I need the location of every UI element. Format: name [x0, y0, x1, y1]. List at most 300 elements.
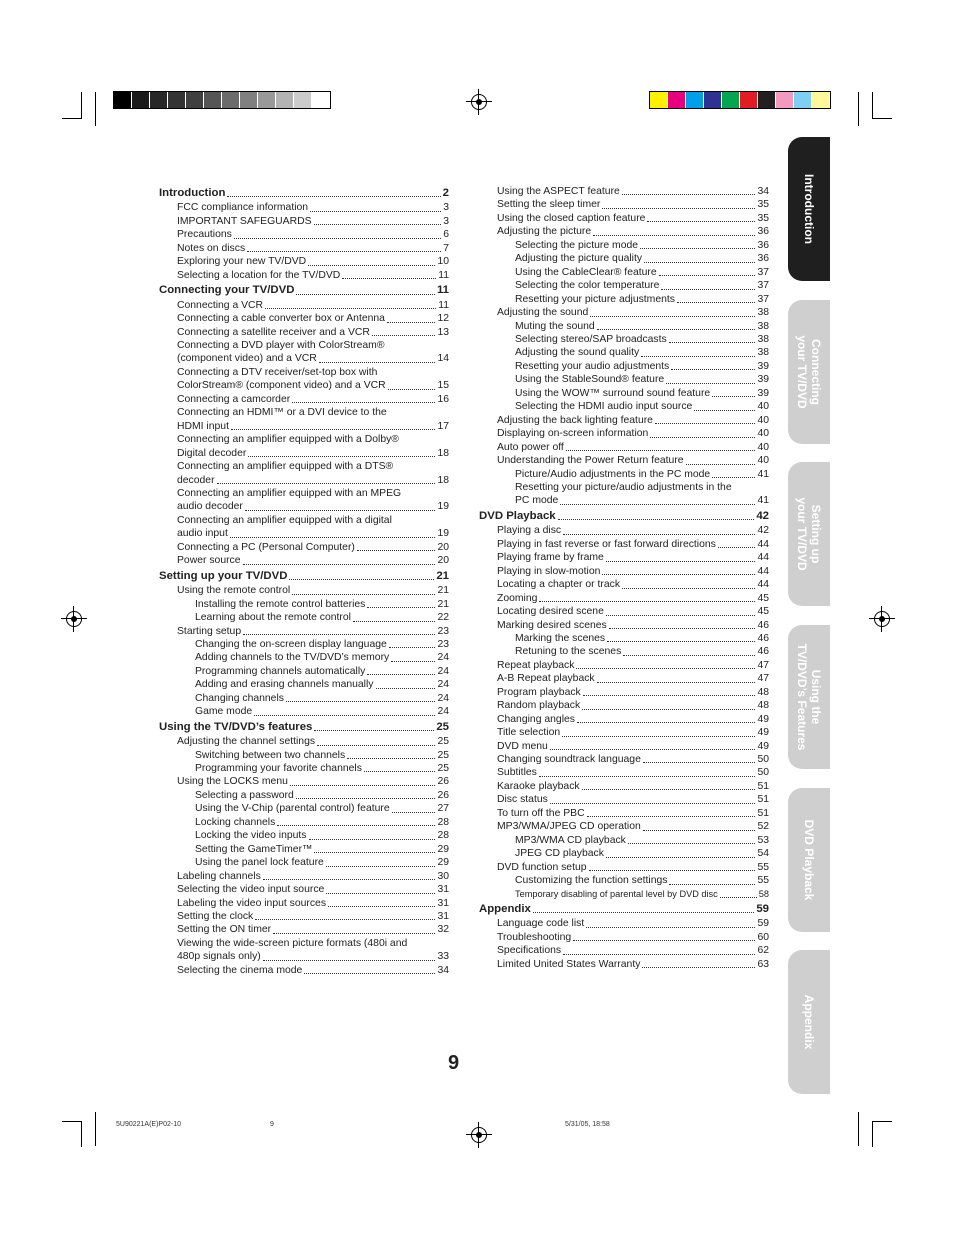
toc-entry-page: 34 [437, 964, 449, 976]
toc-entry-page: 11 [438, 269, 449, 281]
calibration-swatch [258, 92, 276, 108]
toc-entry-title: Selecting the video input source [177, 884, 325, 896]
toc-entry [479, 847, 769, 860]
toc-entry-page: 40 [757, 428, 769, 440]
toc-entry-page: 49 [757, 713, 769, 725]
toc-entry-title: Selecting the cinema mode [177, 964, 303, 976]
toc-entry-page: 42 [757, 525, 769, 537]
toc-entry-title: Marking the scenes [515, 632, 606, 644]
toc-entry-title: Precautions [177, 229, 232, 241]
leader-dots [314, 730, 434, 731]
toc-entry-title: Playing a disc [497, 525, 562, 537]
toc-entry-title: Power source [177, 555, 241, 567]
toc-entry-title: Selecting stereo/SAP broadcasts [515, 333, 667, 345]
footer-page: 9 [270, 1121, 274, 1128]
toc-entry [159, 366, 449, 379]
toc-entry [479, 861, 769, 874]
registration-mark-icon [874, 611, 890, 627]
toc-entry [479, 619, 769, 632]
toc-entry-title: Connecting an amplifier equipped with an MPEG [177, 487, 402, 499]
footer-timestamp: 5/31/05, 18:58 [565, 1121, 610, 1128]
leader-dots [539, 776, 756, 777]
toc-entry-page: 34 [757, 186, 769, 197]
toc-entry [159, 352, 449, 365]
calibration-swatch [794, 92, 812, 108]
toc-entry-title: Labeling the video input sources [177, 897, 327, 909]
toc-entry [479, 605, 769, 618]
leader-dots [563, 954, 755, 955]
toc-entry [159, 611, 449, 624]
toc-entry-title: Adjusting the sound [497, 307, 589, 319]
toc-entry [479, 592, 769, 605]
toc-entry-title: Installing the remote control batteries [195, 598, 366, 610]
leader-dots [590, 316, 755, 317]
side-tab-label: Connecting your TV/DVD [795, 335, 823, 409]
toc-entry-title: Viewing the wide-screen picture formats (480i and [177, 937, 408, 949]
toc-entry [159, 897, 449, 910]
toc-entry-title: DVD function setup [497, 861, 587, 873]
leader-dots [550, 749, 756, 750]
toc-entry-page: 21 [437, 585, 449, 597]
leader-dots [367, 674, 435, 675]
toc-entry-page: 40 [757, 401, 769, 413]
toc-entry-title: audio input [177, 528, 228, 540]
toc-entry-page: 46 [757, 632, 769, 644]
toc-entry-title: Changing the on-screen display language [195, 638, 387, 650]
toc-entry [479, 266, 769, 279]
side-tab[interactable] [788, 462, 830, 606]
toc-entry-page: 55 [757, 861, 769, 873]
toc-entry-page: 47 [757, 659, 769, 671]
toc-entry-title: 480p signals only) [177, 951, 261, 963]
toc-entry-title: Selecting the color temperature [515, 280, 660, 292]
leader-dots [286, 701, 435, 702]
toc-entry-title: Playing frame by frame [497, 552, 604, 564]
toc-entry-page: 38 [757, 333, 769, 345]
toc-entry-title: Connecting a DTV receiver/set-top box with [177, 366, 378, 378]
toc-entry-title: Subtitles [497, 767, 537, 779]
leader-dots [263, 879, 436, 880]
toc-entry-title: MP3/WMA CD playback [515, 834, 626, 846]
leader-dots [319, 362, 436, 363]
toc-entry-title: Using the TV/DVD’s features [159, 720, 313, 733]
toc-entry-title: Using the WOW™ surround sound feature [515, 387, 711, 399]
toc-entry [159, 721, 449, 734]
toc-entry-title: Setting up your TV/DVD [159, 569, 288, 582]
leader-dots [533, 912, 754, 913]
leader-dots [694, 410, 755, 411]
toc-entry [479, 766, 769, 779]
toc-entry [159, 923, 449, 936]
leader-dots [326, 893, 435, 894]
toc-entry [479, 820, 769, 833]
toc-entry [159, 433, 449, 446]
leader-dots [389, 647, 436, 648]
leader-dots [712, 477, 755, 478]
leader-dots [550, 803, 756, 804]
toc-entry-title: ColorStream® (component video) and a VCR [177, 380, 386, 392]
toc-entry-title: Understanding the Power Return feature [497, 455, 684, 467]
leader-dots [309, 839, 436, 840]
toc-entry-title: PC mode [515, 495, 559, 507]
toc-entry-title: Changing channels [195, 692, 284, 704]
toc-entry-title: DVD Playback [479, 509, 556, 522]
toc-entry-page: 37 [757, 280, 769, 292]
toc-entry [159, 339, 449, 352]
toc-entry-title: Locating desired scene [497, 606, 604, 618]
crop-mark [858, 1112, 859, 1146]
toc-entry-page: 21 [436, 569, 449, 582]
toc-entry-title: Connecting an amplifier equipped with a DTS® [177, 461, 394, 473]
leader-dots [644, 262, 755, 263]
toc-entry-page: 41 [757, 468, 769, 480]
leader-dots [589, 870, 756, 871]
toc-entry-title: Connecting an HDMI™ or a DVI device to the [177, 407, 387, 419]
leader-dots [607, 641, 755, 642]
toc-entry [479, 387, 769, 400]
leader-dots [576, 668, 755, 669]
toc-entry [159, 638, 449, 651]
toc-entry-page: 28 [437, 816, 449, 828]
toc-entry [479, 293, 769, 306]
toc-entry [159, 487, 449, 500]
toc-entry-page: 20 [437, 541, 449, 553]
toc-entry-title: Displaying on-screen information [497, 428, 649, 440]
leader-dots [582, 709, 755, 710]
toc-entry-page: 3 [443, 202, 449, 214]
toc-entry [159, 856, 449, 869]
leader-dots [243, 564, 436, 565]
toc-entry-page: 40 [757, 441, 769, 453]
toc-entry-page: 25 [437, 749, 449, 761]
toc-entry-page: 51 [757, 780, 769, 792]
leader-dots [314, 852, 435, 853]
leader-dots [290, 785, 436, 786]
toc-entry-page: 19 [437, 501, 449, 513]
toc-entry [159, 789, 449, 802]
toc-entry-title: Using the CableClear® feature [515, 266, 657, 278]
toc-entry [159, 749, 449, 762]
toc-entry-page: 2 [442, 187, 449, 199]
side-tab[interactable] [788, 137, 830, 281]
leader-dots [712, 396, 755, 397]
toc-entry-page: 44 [757, 538, 769, 550]
leader-dots [296, 294, 435, 295]
toc-entry [479, 510, 769, 523]
toc-entry-page: 25 [437, 763, 449, 775]
leader-dots [539, 601, 755, 602]
toc-entry-title: Programming your favorite channels [195, 763, 362, 775]
calibration-swatch [668, 92, 686, 108]
toc-entry-page: 55 [757, 875, 769, 887]
toc-entry-title: Connecting a satellite receiver and a VCR [177, 326, 370, 338]
toc-entry-page: 14 [437, 353, 449, 365]
leader-dots [247, 251, 441, 252]
toc-entry [159, 598, 449, 611]
toc-entry-title: Game mode [195, 706, 253, 718]
leader-dots [387, 322, 435, 323]
toc-entry [479, 333, 769, 346]
toc-entry-page: 24 [437, 652, 449, 664]
toc-entry-title: Resetting your picture adjustments [515, 293, 675, 305]
calibration-swatch [722, 92, 740, 108]
leader-dots [364, 771, 436, 772]
toc-entry [479, 753, 769, 766]
toc-entry-page: 19 [437, 528, 449, 540]
leader-dots [661, 289, 755, 290]
toc-entry [479, 874, 769, 887]
toc-entry [479, 414, 769, 427]
toc-entry-page: 38 [757, 307, 769, 319]
toc-entry-page: 18 [437, 474, 449, 486]
toc-entry-title: Using the panel lock feature [195, 857, 324, 869]
toc-entry-page: 40 [757, 455, 769, 467]
toc-entry-title: Labeling channels [177, 870, 261, 882]
toc-entry-title: Specifications [497, 945, 562, 957]
toc-entry-title: Switching between two channels [195, 749, 346, 761]
crop-mark [62, 1121, 82, 1122]
toc-entry-page: 24 [437, 706, 449, 718]
toc-entry [479, 494, 769, 507]
leader-dots [231, 429, 435, 430]
toc-entry [479, 686, 769, 699]
leader-dots [308, 265, 435, 266]
toc-entry-page: 26 [437, 776, 449, 788]
toc-entry-title: A-B Repeat playback [497, 673, 595, 685]
toc-entry [479, 346, 769, 359]
toc-entry [159, 735, 449, 748]
leader-dots [314, 224, 442, 225]
toc-entry-title: Title selection [497, 727, 561, 739]
leader-dots [353, 621, 435, 622]
toc-entry-page: 36 [757, 253, 769, 265]
toc-entry-title: (component video) and a VCR [177, 353, 317, 365]
toc-entry [479, 931, 769, 944]
leader-dots [606, 561, 756, 562]
toc-entry-page: 15 [437, 380, 449, 392]
toc-entry-title: Using the StableSound® feature [515, 374, 665, 386]
registration-mark-icon [66, 611, 82, 627]
toc-entry [479, 185, 769, 198]
leader-dots [582, 789, 756, 790]
leader-dots [609, 628, 756, 629]
toc-entry [159, 447, 449, 460]
leader-dots [296, 798, 436, 799]
toc-entry-title: Selecting the picture mode [515, 239, 639, 251]
toc-entry-title: Resetting your picture/audio adjustments in the [515, 481, 732, 493]
toc-entry-title: Changing soundtrack language [497, 754, 641, 766]
toc-entry-title: IMPORTANT SAFEGUARDS [177, 215, 312, 227]
toc-entry [159, 802, 449, 815]
toc-entry-title: Appendix [479, 903, 531, 916]
toc-entry-page: 39 [757, 360, 769, 372]
leader-dots [388, 389, 436, 390]
leader-dots [558, 519, 755, 520]
toc-entry-title: Connecting your TV/DVD [159, 284, 295, 297]
toc-entry-page: 31 [437, 884, 449, 896]
toc-entry [479, 780, 769, 793]
toc-entry-title: Adding channels to the TV/DVD’s memory [195, 652, 390, 664]
calibration-swatch [132, 92, 150, 108]
toc-entry [479, 481, 769, 494]
toc-entry-title: Locating a chapter or track [497, 579, 621, 591]
leader-dots [326, 866, 436, 867]
toc-entry-page: 38 [757, 347, 769, 359]
leader-dots [606, 615, 756, 616]
toc-entry [479, 645, 769, 658]
toc-entry-title: Retuning to the scenes [515, 646, 622, 658]
toc-entry-title: Using the closed caption feature [497, 212, 646, 224]
toc-entry-title: Connecting a VCR [177, 299, 264, 311]
toc-entry-title: Connecting an amplifier equipped with a digital [177, 514, 392, 526]
toc-entry [479, 198, 769, 211]
toc-entry [479, 225, 769, 238]
leader-dots [273, 933, 435, 934]
crop-mark [872, 118, 892, 119]
toc-entry-page: 46 [757, 619, 769, 631]
toc-entry [159, 514, 449, 527]
side-tab[interactable] [788, 300, 830, 444]
toc-entry-page: 21 [437, 598, 449, 610]
toc-entry [159, 883, 449, 896]
toc-entry [159, 541, 449, 554]
toc-entry-page: 58 [758, 888, 769, 899]
leader-dots [310, 211, 441, 212]
toc-entry-page: 51 [757, 807, 769, 819]
toc-entry-title: Auto power off [497, 441, 564, 453]
leader-dots [317, 745, 435, 746]
toc-entry-title: Digital decoder [177, 447, 247, 459]
leader-dots [622, 588, 755, 589]
toc-entry-title: Selecting a location for the TV/DVD [177, 269, 341, 281]
calibration-swatch [704, 92, 722, 108]
leader-dots [647, 221, 755, 222]
calibration-swatch [812, 92, 830, 108]
toc-entry-title: Using the ASPECT feature [497, 186, 620, 197]
toc-entry [479, 441, 769, 454]
toc-entry-title: Connecting an amplifier equipped with a Dolby® [177, 434, 399, 446]
toc-entry-title: Random playback [497, 700, 581, 712]
side-tab[interactable] [788, 625, 830, 769]
leader-dots [243, 634, 435, 635]
toc-entry-title: Connecting a PC (Personal Computer) [177, 541, 355, 553]
toc-entry-title: Connecting a camcorder [177, 393, 291, 405]
toc-entry [479, 306, 769, 319]
toc-entry-title: Connecting a cable converter box or Antenna [177, 313, 385, 325]
toc-entry-title: Playing in fast reverse or fast forward directions [497, 538, 716, 550]
leader-dots [602, 208, 755, 209]
toc-entry [479, 538, 769, 551]
crop-mark [95, 1112, 96, 1146]
toc-entry-title: Changing angles [497, 713, 575, 725]
toc-entry-page: 7 [443, 242, 449, 254]
toc-entry-page: 13 [437, 326, 449, 338]
toc-entry-title: Adjusting the sound quality [515, 347, 640, 359]
toc-entry-page: 47 [757, 673, 769, 685]
toc-entry [479, 888, 769, 901]
toc-entry-page: 51 [757, 794, 769, 806]
leader-dots [245, 510, 436, 511]
leader-dots [573, 940, 755, 941]
leader-dots [566, 450, 756, 451]
leader-dots [602, 574, 755, 575]
crop-mark [81, 1121, 82, 1147]
toc-entry-page: 48 [757, 686, 769, 698]
leader-dots [643, 830, 756, 831]
toc-entry-page: 37 [757, 266, 769, 278]
toc-entry [159, 762, 449, 775]
toc-entry-page: 3 [443, 215, 449, 227]
toc-entry-page: 46 [757, 646, 769, 658]
registration-mark-icon [471, 94, 487, 110]
toc-entry [159, 692, 449, 705]
toc-right-column [479, 185, 769, 971]
toc-entry [159, 665, 449, 678]
leader-dots [659, 275, 756, 276]
leader-dots [248, 456, 435, 457]
toc-entry [159, 406, 449, 419]
toc-entry-title: Selecting the HDMI audio input source [515, 401, 693, 413]
leader-dots [376, 688, 436, 689]
toc-entry [159, 284, 449, 297]
toc-entry [159, 829, 449, 842]
leader-dots [292, 594, 435, 595]
toc-entry-page: 60 [757, 931, 769, 943]
toc-entry [479, 212, 769, 225]
calibration-swatch [114, 92, 132, 108]
leader-dots [666, 383, 755, 384]
toc-entry-title: Programming channels automatically [195, 665, 366, 677]
leader-dots [372, 335, 436, 336]
toc-entry-page: 24 [437, 679, 449, 691]
toc-entry-page: 11 [438, 299, 449, 311]
toc-entry-title: Muting the sound [515, 320, 595, 332]
toc-entry-title: Adjusting the picture [497, 226, 592, 238]
toc-entry [159, 215, 449, 228]
toc-entry [479, 713, 769, 726]
side-tab[interactable] [788, 950, 830, 1094]
footer-file-id: 5U90221A(E)P02-10 [116, 1121, 181, 1128]
toc-entry-title: Using the V-Chip (parental control) feature [195, 803, 390, 815]
toc-entry [479, 917, 769, 930]
toc-entry-page: 29 [437, 857, 449, 869]
toc-entry [159, 625, 449, 638]
toc-entry-title: Disc status [497, 794, 548, 806]
calibration-swatch [240, 92, 258, 108]
toc-entry-title: Using the remote control [177, 585, 291, 597]
toc-entry-title: Temporary disabling of parental level by DVD disc [515, 888, 718, 899]
toc-entry-title: DVD menu [497, 740, 548, 752]
leader-dots [392, 812, 436, 813]
toc-entry [479, 279, 769, 292]
toc-entry-page: 12 [437, 313, 449, 325]
leader-dots [347, 758, 435, 759]
toc-entry-page: 6 [443, 229, 449, 241]
toc-entry-title: Playing in slow-motion [497, 565, 601, 577]
toc-entry-page: 45 [757, 592, 769, 604]
toc-entry-page: 36 [757, 239, 769, 251]
toc-entry-title: Adjusting the picture quality [515, 253, 643, 265]
toc-entry-title: FCC compliance information [177, 202, 309, 214]
toc-entry-page: 11 [436, 284, 449, 297]
side-tab-label: Setting up your TV/DVD [795, 497, 823, 571]
toc-entry [479, 454, 769, 467]
toc-entry-page: 10 [437, 256, 449, 268]
leader-dots [586, 927, 755, 928]
side-tab[interactable] [788, 788, 830, 932]
toc-entry-title: Setting the GameTimer™ [195, 843, 313, 855]
toc-entry-page: 63 [757, 958, 769, 970]
